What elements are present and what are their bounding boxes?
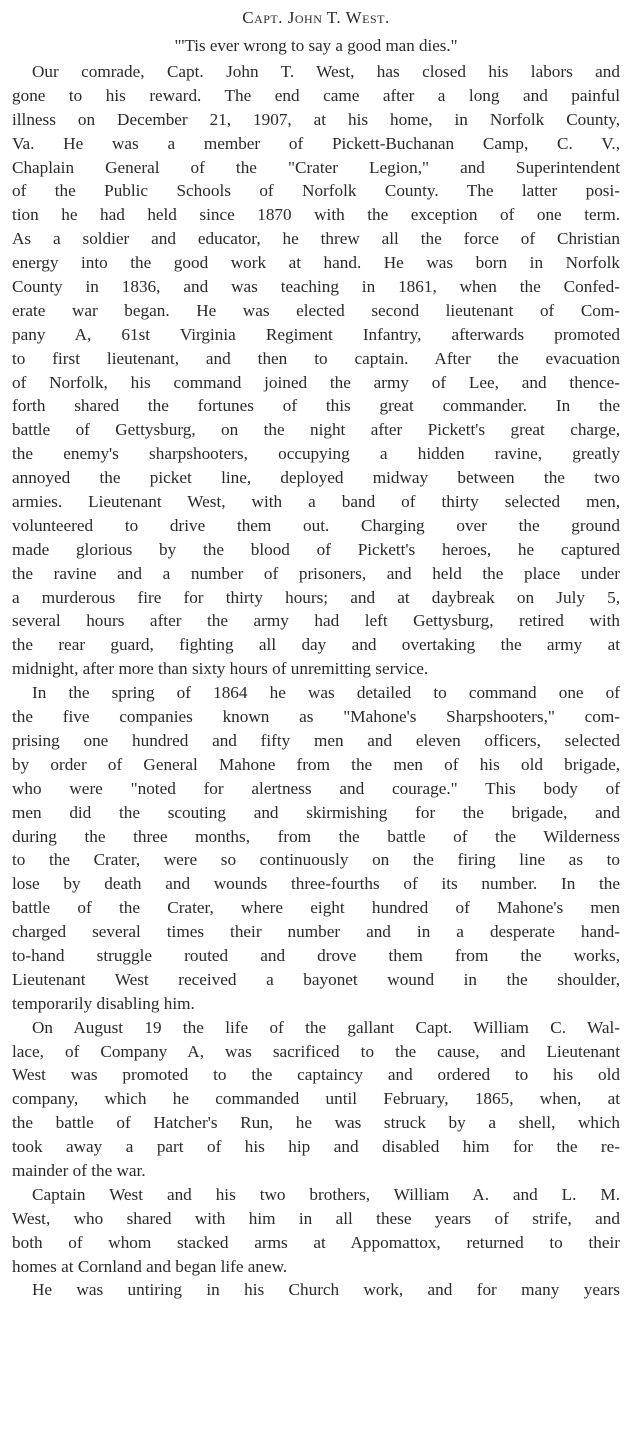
paragraph <box>12 1183 620 1279</box>
text-line: the rear guard, fighting all day and overtaking the army at <box>12 635 620 655</box>
text-line: Va. He was a member of Pickett-Buchanan Camp, C. V., <box>12 133 620 153</box>
text-line: of Norfolk, his command joined the army of Lee, and thence- <box>12 372 620 392</box>
text-line: the five companies known as "Mahone's Sharpshooters," com- <box>12 707 620 727</box>
article-title: Capt. John T. West. <box>242 8 390 27</box>
text-line: who were "noted for alertness and courage." This body of <box>12 778 620 798</box>
text-line: As a soldier and educator, he threw all the force of Christian <box>12 229 620 249</box>
text-line: to-hand struggle routed and drove them from the works, <box>12 945 620 965</box>
text-line: battle of Gettysburg, on the night after Pickett's great charge, <box>12 420 620 440</box>
text-line: Our comrade, Capt. John T. West, has closed his labors and <box>32 62 620 81</box>
text-line: to the Crater, were so continuously on the firing line as to <box>12 850 620 870</box>
paragraph <box>12 681 620 1015</box>
epigraph: "'Tis ever wrong to say a good man dies." <box>174 36 458 55</box>
text-line: forth shared the fortunes of this great commander. In the <box>12 396 620 416</box>
text-line: Captain West and his two brothers, William A. and L. M. <box>32 1184 620 1204</box>
text-line: County in 1836, and was teaching in 1861, when the Confed- <box>12 277 620 297</box>
text-line: lace, of Company A, was sacrificed to the cause, and Lieutenant <box>12 1041 620 1061</box>
text-line: homes at Cornland and began life anew. <box>12 1256 288 1276</box>
text-line: men did the scouting and skirmishing for the brigade, and <box>12 802 620 822</box>
text-line: to first lieutenant, and then to captain. After the evacuation <box>12 348 620 368</box>
text-line: took away a part of his hip and disabled him for the re- <box>12 1137 620 1157</box>
text-line: West was promoted to the captaincy and ordered to his old <box>12 1065 620 1085</box>
text-line: of the Public Schools of Norfolk County. The latter posi- <box>12 181 620 201</box>
text-line: temporarily disabling him. <box>12 993 195 1013</box>
text-line: armies. Lieutenant West, with a band of thirty selected men, <box>12 492 620 512</box>
text-line: prising one hundred and fifty men and eleven officers, selected <box>12 730 620 750</box>
text-line: He was untiring in his Church work, and for many years <box>32 1280 620 1300</box>
paragraph <box>12 60 620 681</box>
article <box>12 4 620 1302</box>
text-line: gone to his reward. The end came after a long and painful <box>12 85 620 105</box>
text-line: mainder of the war. <box>12 1160 146 1180</box>
text-line: a murderous fire for thirty hours; and at daybreak on July 5, <box>12 587 620 607</box>
text-line: West, who shared with him in all these years of strife, and <box>12 1208 620 1228</box>
text-line: Lieutenant West received a bayonet wound in the shoulder, <box>12 969 620 989</box>
text-line: midnight, after more than sixty hours of unremitting service. <box>12 659 429 679</box>
text-line: the enemy's sharpshooters, occupying a hidden ravine, greatly <box>12 444 620 464</box>
text-line: made glorious by the blood of Pickett's heroes, he captured <box>12 539 620 559</box>
text-line: several hours after the army had left Gettysburg, retired with <box>12 611 620 631</box>
text-line: illness on December 21, 1907, at his home, in Norfolk County, <box>12 109 620 129</box>
text-line: tion he had held since 1870 with the exception of one term. <box>12 205 620 225</box>
text-line: erate war began. He was elected second lieutenant of Com- <box>12 300 620 320</box>
text-line: pany A, 61st Virginia Regiment Infantry, afterwards promoted <box>12 324 620 344</box>
paragraph <box>12 1278 620 1302</box>
text-line: Chaplain General of the "Crater Legion," and Superintendent <box>12 157 620 177</box>
text-line: company, which he commanded until February, 1865, when, at <box>12 1089 620 1109</box>
text-line: the ravine and a number of prisoners, and held the place under <box>12 563 620 583</box>
text-line: both of whom stacked arms at Appomattox, returned to their <box>12 1232 620 1252</box>
text-line: In the spring of 1864 he was detailed to command one of <box>32 683 620 703</box>
paragraph <box>12 1016 620 1183</box>
text-line: On August 19 the life of the gallant Capt. William C. Wal- <box>32 1017 620 1037</box>
text-line: energy into the good work at hand. He was born in Norfolk <box>12 253 620 273</box>
text-line: charged several times their number and in a desperate hand- <box>12 922 620 942</box>
text-line: lose by death and wounds three-fourths of its number. In the <box>12 874 620 894</box>
text-line: annoyed the picket line, deployed midway between the two <box>12 468 620 488</box>
text-line: during the three months, from the battle of the Wilderness <box>12 826 620 846</box>
text-line: the battle of Hatcher's Run, he was struck by a shell, which <box>12 1113 620 1133</box>
article-body <box>12 60 620 1302</box>
text-line: volunteered to drive them out. Charging over the ground <box>12 515 620 535</box>
text-line: battle of the Crater, where eight hundred of Mahone's men <box>12 898 620 918</box>
text-line: by order of General Mahone from the men of his old brigade, <box>12 754 620 774</box>
